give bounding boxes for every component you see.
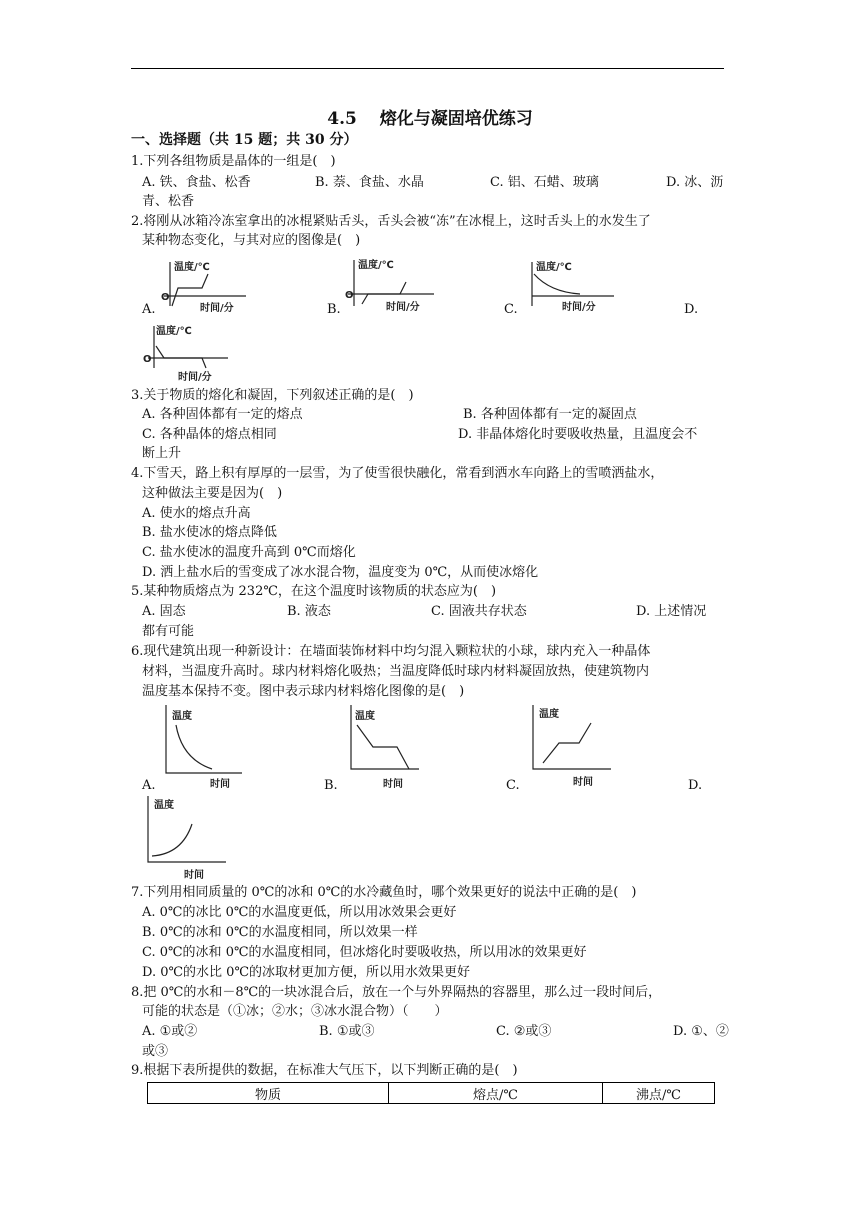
curve [152,824,192,856]
q9-stem: 9.根据下表所提供的数据，在标准大气压下，以下判断正确的是( ) [131,1063,518,1078]
q3-stem: 3.关于物质的熔化和凝固，下列叙述正确的是( ) [131,388,414,403]
q1-option-a: A. 铁、食盐、松香 [142,175,251,190]
q5-option-d: D. 上述情况 [636,604,707,619]
q1-option-c: C. 铝、石蜡、玻璃 [490,175,599,190]
q5-option-b: B. 液态 [287,604,331,619]
table-header-substance: 物质 [148,1083,389,1104]
q2-stem: 2.将刚从冰箱冷冻室拿出的冰棍紧贴舌头，舌头会被“冻”在冰棍上，这时舌头上的水发生了 [131,214,651,229]
q7-option-c: C. 0℃的冰和 0℃的水温度相同，但冰熔化时要吸收热，所以用冰的效果更好 [142,945,587,960]
q7-option-d: D. 0℃的水比 0℃的冰取材更加方便，所以用水效果更好 [142,965,470,980]
q6-stem: 6.现代建筑出现一种新设计：在墙面装饰材料中均匀混入颗粒状的小球，球内充入一种晶体 [131,644,651,659]
x-label: 时间 [573,777,593,788]
q2-option-b: B. [327,302,341,317]
q2-option-d: D. [684,302,699,317]
q8-stem-cont: 可能的状态是（①冰；②水；③冰水混合物）（ ） [142,1004,448,1019]
q5-option-a: A. 固态 [142,604,186,619]
q3-option-d: D. 非晶体熔化时要吸收热量，且温度会不 [458,427,698,442]
q4-stem-cont: 这种做法主要是因为( ) [142,486,283,501]
q6-graph-a [158,703,248,791]
q8-option-d-cont: 或③ [142,1044,169,1059]
q6-graph-b [343,703,423,791]
q3-option-c: C. 各种晶体的熔点相同 [142,427,277,442]
origin: O [143,354,152,365]
q2-graph-c [520,258,620,316]
x-label: 时间/分 [200,303,234,314]
q8-option-c: C. ②或③ [496,1024,552,1039]
y-label: 温度 [539,709,559,720]
q1-option-d: D. 冰、沥 [666,175,724,190]
x-label: 时间/分 [178,372,212,383]
q4-stem: 4.下雪天，路上积有厚厚的一层雪，为了使雪很快融化，常看到洒水车向路上的雪喷洒盐水， [131,466,664,481]
x-label: 时间 [210,779,230,790]
curve [156,346,206,368]
q1-option-b: B. 萘、食盐、水晶 [315,175,424,190]
x-label: 时间/分 [562,302,596,313]
y-label: 温度/℃ [156,326,192,337]
q6-stem-cont2: 温度基本保持不变。图中表示球内材料熔化图像的是( ) [142,684,465,699]
q6-option-d: D. [688,778,703,793]
y-label: 温度 [154,800,174,811]
q6-option-b: B. [324,778,338,793]
y-label: 温度/℃ [358,260,394,271]
q5-option-c: C. 固液共存状态 [431,604,527,619]
y-label: 温度/℃ [536,262,572,273]
q4-option-b: B. 盐水使冰的熔点降低 [142,525,277,540]
table-header-row [148,1083,715,1104]
q6-graph-c [525,703,615,791]
q2-graph-a [150,258,250,316]
curve [172,274,208,306]
q3-option-d-cont: 断上升 [142,446,182,461]
page-title: 4.5 熔化与凝固培优练习 [327,109,533,129]
q6-stem-cont1: 材料，当温度升高时。球内材料熔化吸热；当温度降低时球内材料凝固放热，使建筑物内 [142,664,650,679]
origin: O [345,290,354,301]
x-label: 时间/分 [386,302,420,313]
table-header-boiling-point: 沸点/℃ [603,1083,715,1104]
q2-graph-b [340,256,440,314]
q4-option-a: A. 使水的熔点升高 [142,506,251,521]
y-label: 温度/℃ [174,262,210,273]
x-label: 时间 [184,870,204,881]
q6-option-a: A. [142,778,156,793]
q8-option-a: A. ①或② [142,1024,198,1039]
q4-option-c: C. 盐水使冰的温度升高到 0℃而熔化 [142,545,356,560]
q7-option-a: A. 0℃的冰比 0℃的水温度更低，所以用冰效果会更好 [142,905,457,920]
q1-option-d-cont: 青、松香 [142,194,195,209]
q8-option-d: D. ①、② [673,1024,729,1039]
curve [543,723,591,763]
q2-stem-cont: 某种物态变化，与其对应的图像是( ) [142,233,361,248]
q1-stem: 1.下列各组物质是晶体的一组是( ) [131,154,336,169]
q2-option-a: A. [142,302,156,317]
q5-stem: 5.某种物质熔点为 232℃，在这个温度时该物质的状态应为( ) [131,584,497,599]
q2-graph-d [142,322,242,384]
header-rule [131,68,724,69]
curve [534,274,580,294]
curve [176,725,212,769]
q6-graph-d [142,794,232,880]
curve [357,725,409,769]
q6-option-c: C. [506,778,520,793]
q7-option-b: B. 0℃的冰和 0℃的水温度相同，所以效果一样 [142,925,418,940]
origin: O [161,292,170,303]
q8-option-b: B. ①或③ [319,1024,375,1039]
q3-option-b: B. 各种固体都有一定的凝固点 [463,407,637,422]
q2-option-c: C. [504,302,518,317]
section-heading: 一、选择题（共 15 题；共 30 分） [131,132,358,148]
q9-table [147,1082,715,1104]
q7-stem: 7.下列用相同质量的 0℃的冰和 0℃的水冷藏鱼时，哪个效果更好的说法中正确的是( ) [131,885,637,900]
table-header-melting-point: 熔点/℃ [389,1083,603,1104]
q4-option-d: D. 洒上盐水后的雪变成了冰水混合物，温度变为 0℃，从而使冰熔化 [142,565,539,580]
q8-stem: 8.把 0℃的水和－8℃的一块冰混合后，放在一个与外界隔热的容器里，那么过一段时间后， [131,985,662,1000]
y-label: 温度 [355,711,375,722]
q5-option-d-cont: 都有可能 [142,624,195,639]
curve [362,282,406,304]
q3-option-a: A. 各种固体都有一定的熔点 [142,407,303,422]
y-label: 温度 [172,711,192,722]
x-label: 时间 [383,779,403,790]
